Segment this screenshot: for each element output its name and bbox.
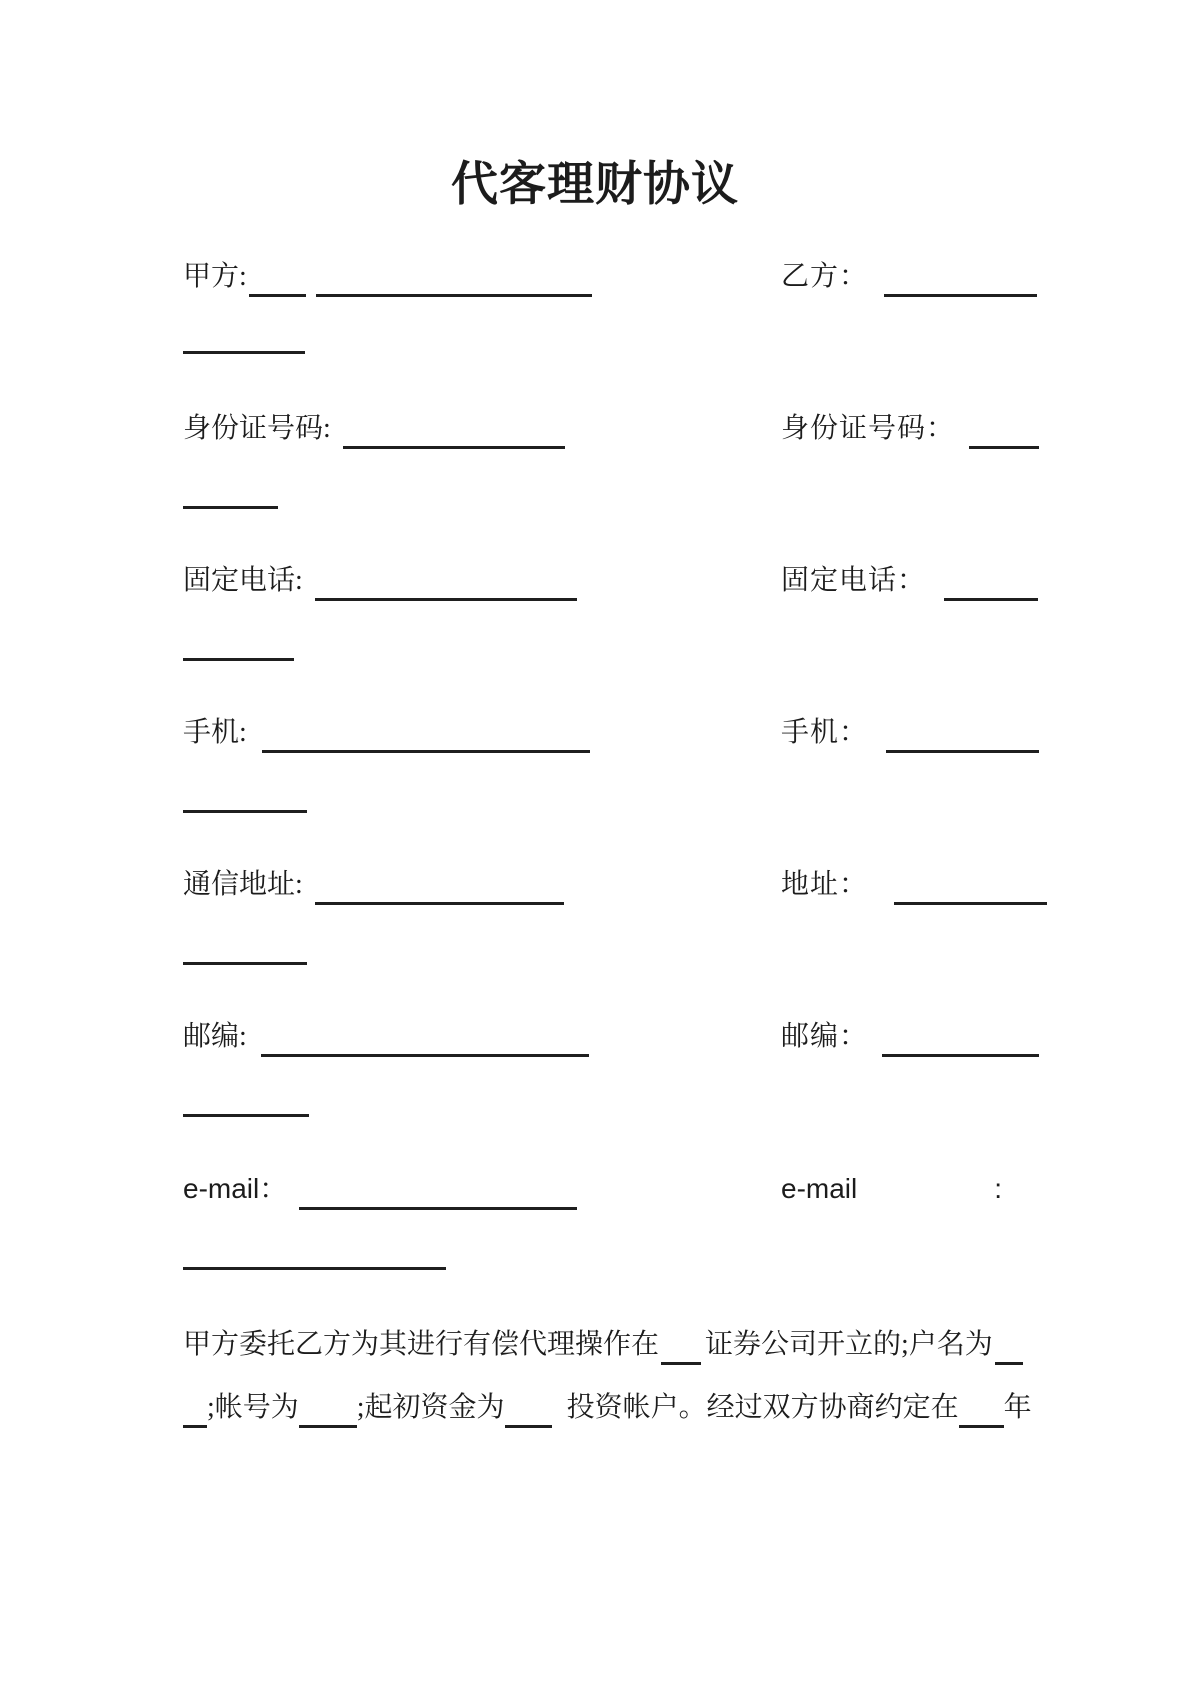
blank-line [249, 272, 306, 297]
blank-line [505, 1403, 552, 1428]
blank-line [299, 1403, 357, 1428]
field-label-zip-a: 邮编: [183, 1021, 247, 1052]
blank-line [299, 1185, 577, 1210]
paragraph-text: ;帐号为 [207, 1392, 299, 1423]
field-label-address-a: 通信地址: [183, 869, 303, 900]
field-row-address-a [183, 866, 564, 905]
agreement-paragraph-line-1 [183, 1326, 1023, 1365]
field-row-email-a [183, 1170, 577, 1210]
blank-line [262, 728, 590, 753]
paragraph-text: 年 [1003, 1392, 1032, 1423]
field-row-mobile-b [781, 714, 1039, 753]
field-label-email-b: e-mail [781, 1173, 858, 1204]
field-label-id-a: 身份证号码: [183, 413, 331, 444]
blank-line [995, 1340, 1023, 1365]
blank-line [884, 272, 1037, 297]
blank-line-continuation [183, 506, 278, 509]
email-b-colon: : [994, 1173, 1003, 1204]
blank-line [969, 424, 1039, 449]
blank-line-continuation [183, 962, 307, 965]
field-row-party-a [183, 258, 592, 297]
blank-line [316, 272, 592, 297]
blank-line [315, 576, 577, 601]
blank-line [894, 880, 1047, 905]
field-label-mobile-a: 手机: [183, 717, 247, 748]
field-row-id-b [781, 410, 1039, 449]
field-row-phone-a [183, 562, 577, 601]
agreement-paragraph-line-2 [183, 1389, 1032, 1428]
paragraph-text: 投资帐户。经过双方协商约定在 [566, 1392, 959, 1423]
document-title: 代客理财协议 [451, 159, 739, 211]
field-row-phone-b [781, 562, 1038, 601]
field-row-zip-a [183, 1018, 589, 1057]
field-row-address-b [781, 866, 1047, 905]
paragraph-text: 证券公司开立的;户名为 [705, 1329, 993, 1360]
field-label-mobile-b: 手机： [781, 717, 869, 748]
field-label-party-b: 乙方： [781, 261, 869, 292]
blank-line [882, 1032, 1039, 1057]
field-row-zip-b [781, 1018, 1039, 1057]
field-label-phone-a: 固定电话: [183, 565, 303, 596]
blank-line [183, 1403, 207, 1428]
blank-line [886, 728, 1039, 753]
field-label-party-a: 甲方: [183, 261, 247, 292]
field-row-email-b [781, 1170, 1002, 1209]
field-label-phone-b: 固定电话： [781, 565, 927, 596]
field-label-id-b: 身份证号码： [781, 413, 956, 444]
blank-line-continuation [183, 1267, 446, 1270]
paragraph-text: 甲方委托乙方为其进行有偿代理操作在 [183, 1329, 660, 1360]
blank-line-continuation [183, 658, 294, 661]
blank-line [944, 576, 1038, 601]
field-row-party-b [781, 258, 1037, 297]
blank-line [343, 424, 565, 449]
blank-line-continuation [183, 1114, 309, 1117]
paragraph-text: ;起初资金为 [356, 1392, 505, 1423]
blank-line-continuation [183, 351, 305, 354]
field-label-zip-b: 邮编： [781, 1021, 869, 1052]
blank-line [661, 1340, 701, 1365]
blank-line [261, 1032, 589, 1057]
field-row-id-a [183, 410, 565, 449]
blank-line-continuation [183, 810, 307, 813]
blank-line [959, 1403, 1004, 1428]
blank-line [315, 880, 564, 905]
field-label-address-b: 地址： [781, 869, 869, 900]
field-label-email-a: e-mail： [183, 1173, 288, 1204]
field-row-mobile-a [183, 714, 590, 753]
